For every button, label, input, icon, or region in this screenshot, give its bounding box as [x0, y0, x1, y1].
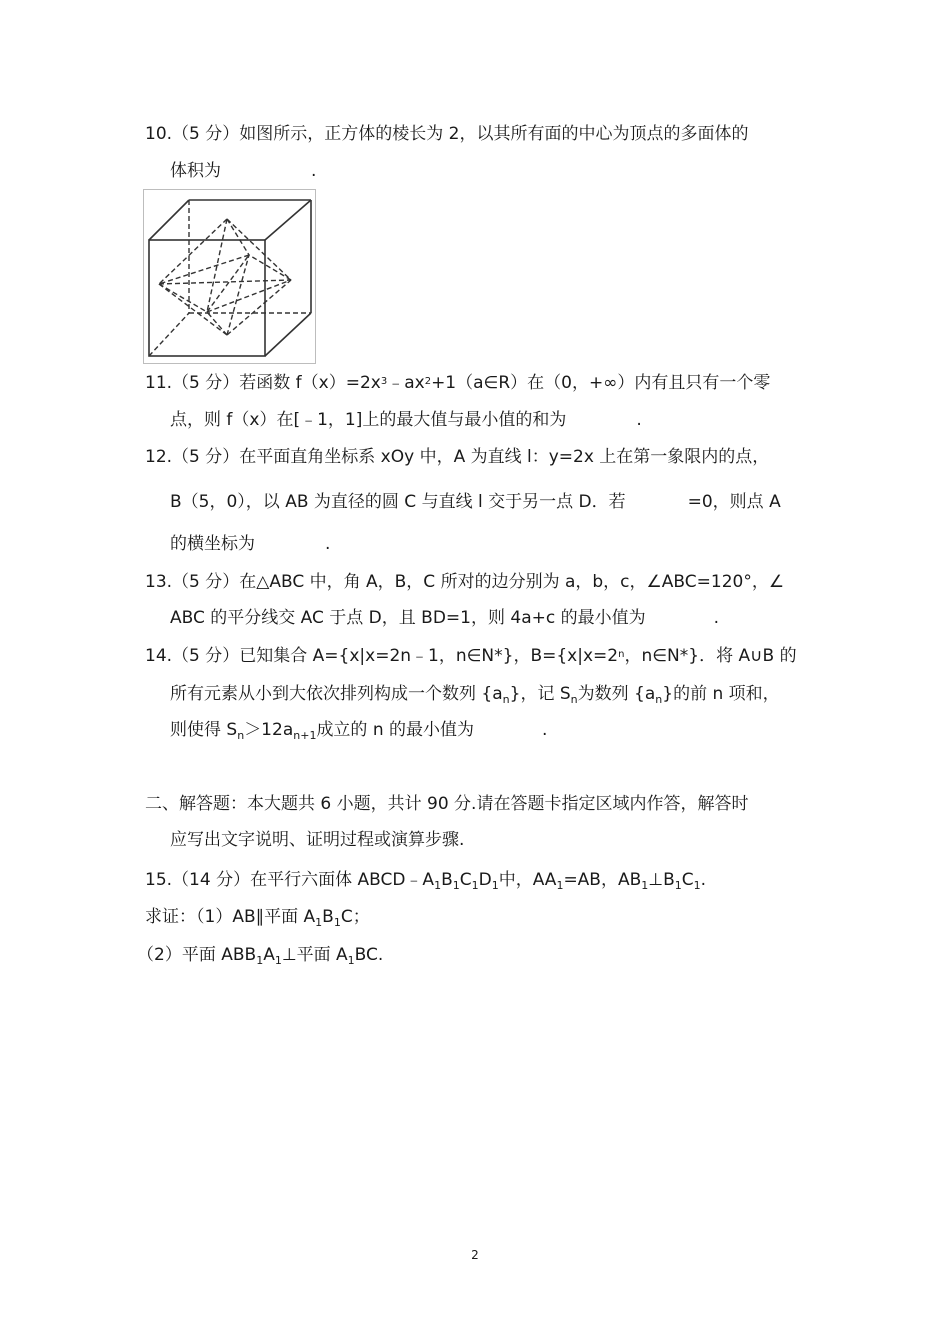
q12-line3 [170, 533, 330, 555]
q15-sub: 1 [256, 954, 264, 967]
q15-sub: 1 [333, 916, 341, 929]
q13-line1: 13.（5 分）在△ABC 中，角 A，B，C 所对的边分别为 a，b，c，∠ABC=120°，∠ [145, 572, 785, 592]
q12-text-b: =0，则点 A [687, 492, 781, 512]
page-number: 2 [471, 1248, 479, 1262]
q14-text-b: ，n∈N*}．将 A∪B 的 [624, 646, 797, 666]
q15-text: （2）平面 ABB [137, 945, 257, 965]
q13-period: . [713, 608, 720, 628]
q10-line2 [170, 160, 316, 182]
q15-sub: 1 [641, 879, 649, 892]
q10-line1: 10.（5 分）如图所示，正方体的棱长为 2，以其所有面的中心为顶点的多面体的 [145, 124, 749, 144]
section2-heading-line2: 应写出文字说明、证明过程或演算步骤. [170, 830, 465, 850]
q11-exponent-2: 2 [424, 376, 432, 387]
q14-sub: n [237, 729, 245, 742]
section2-heading-line1: 二、解答题：本大题共 6 小题，共计 90 分.请在答题卡指定区域内作答，解答时 [145, 794, 749, 814]
q15-text: A [263, 945, 275, 965]
q15-sub: 1 [471, 879, 479, 892]
q14-line1 [145, 645, 797, 667]
q15-sub: 1 [274, 954, 282, 967]
q14-text-i: 成立的 n 的最小值为 [316, 720, 475, 740]
q15-text: BC. [354, 945, 384, 965]
q11-text-d: 点，则 f（x）在[﹣1，1]上的最大值与最小值的和为 [170, 410, 567, 430]
q14-period: . [542, 720, 548, 740]
q11-period: . [636, 410, 642, 430]
q10-period: . [311, 161, 317, 181]
q15-text: 15.（14 分）在平行六面体 ABCD﹣A [145, 870, 435, 890]
q15-text: C [459, 870, 472, 890]
q15-text: B [441, 870, 453, 890]
q10-text: 体积为 [170, 161, 221, 181]
q15-sub: 1 [491, 879, 499, 892]
q15-sub: 1 [693, 879, 701, 892]
cube-octahedron-figure [143, 189, 316, 364]
q14-exponent-n: n [618, 649, 625, 660]
q14-line3 [170, 719, 547, 741]
q15-text: 中，AA [498, 870, 557, 890]
q14-sub: n [502, 693, 510, 706]
q14-sub: n [655, 693, 663, 706]
q11-text-a: 11.（5 分）若函数 f（x）=2x [145, 373, 381, 393]
q14-text-f: }的前 n 项和， [662, 684, 780, 704]
q15-sub: 1 [434, 879, 442, 892]
q14-text-a: 14.（5 分）已知集合 A={x|x=2n﹣1，n∈N*}，B={x|x=2 [145, 646, 619, 666]
q14-text-e: 为数列 {a [577, 684, 656, 704]
q15-text: . [700, 870, 707, 890]
q11-line1 [145, 372, 770, 394]
q15-text: 求证：（1）AB∥平面 A [145, 907, 316, 927]
q15-sub: 1 [452, 879, 460, 892]
q14-text-h: ＞12a [244, 720, 294, 740]
q15-text: C [681, 870, 694, 890]
q15-line2 [145, 906, 370, 928]
q14-line2 [170, 683, 780, 705]
q15-sub: 1 [674, 879, 682, 892]
q14-text-d: }，记 S [509, 684, 571, 704]
q15-text: C； [340, 907, 370, 927]
q12-text-c: 的横坐标为 [170, 534, 255, 554]
q15-sub: 1 [347, 954, 355, 967]
q11-line2 [170, 409, 642, 431]
q12-line2 [170, 491, 781, 513]
q14-text-c: 所有元素从小到大依次排列构成一个数列 {a [170, 684, 503, 704]
q15-sub: 1 [315, 916, 323, 929]
q12-text-a: B（5，0），以 AB 为直径的圆 C 与直线 l 交于另一点 D．若 [170, 492, 626, 512]
q15-line3 [137, 944, 383, 966]
q15-sub: 1 [556, 879, 564, 892]
q15-text: B [322, 907, 334, 927]
q12-line1: 12.（5 分）在平面直角坐标系 xOy 中，A 为直线 l：y=2x 上在第一象限内的点， [145, 447, 770, 467]
q12-period: . [325, 534, 331, 554]
q14-sub: n+1 [293, 729, 317, 742]
q11-text-b: ﹣ax [387, 373, 425, 393]
q15-text: ⊥平面 A [281, 945, 348, 965]
q14-text-g: 则使得 S [170, 720, 238, 740]
q15-text: D [478, 870, 492, 890]
q11-text-c: +1（a∈R）在（0，+∞）内有且只有一个零 [431, 373, 771, 393]
q15-text: ⊥B [648, 870, 675, 890]
q13-line2 [170, 607, 719, 629]
q15-line1 [145, 869, 706, 891]
q11-exponent-3: 3 [380, 376, 388, 387]
q14-sub: n [570, 693, 578, 706]
q13-text: ABC 的平分线交 AC 于点 D，且 BD=1，则 4a+c 的最小值为 [170, 608, 646, 628]
q15-text: =AB，AB [563, 870, 642, 890]
